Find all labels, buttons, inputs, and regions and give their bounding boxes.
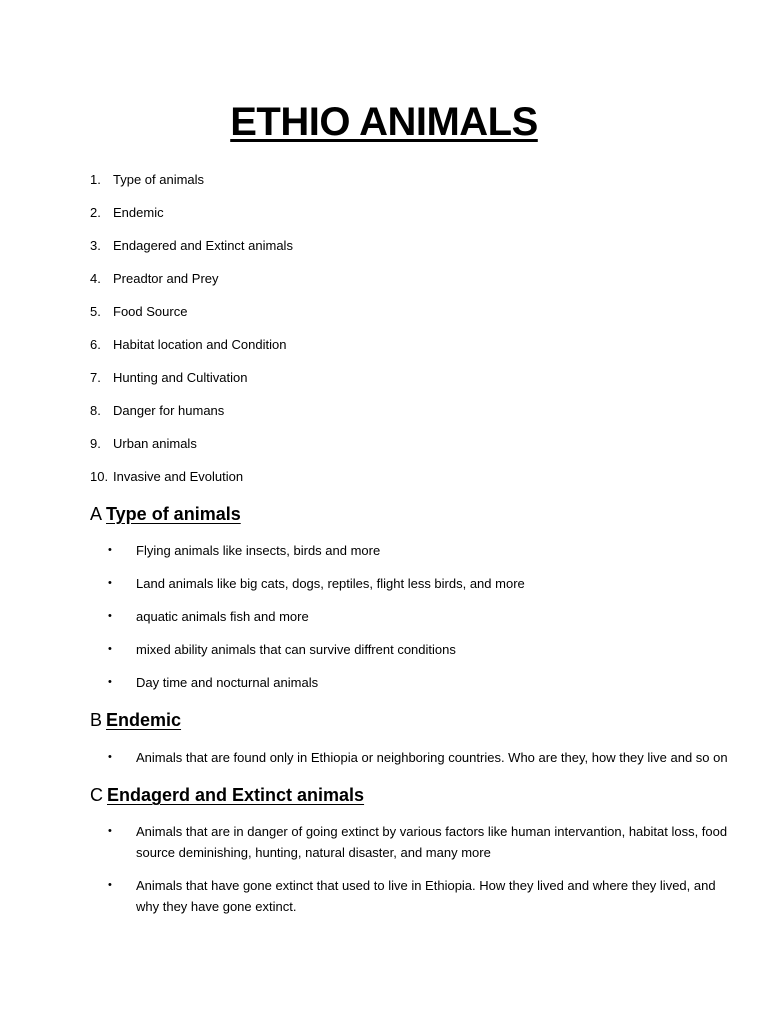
bullet-icon: • bbox=[108, 825, 112, 837]
section-title: Type of animals bbox=[106, 504, 241, 524]
bullet-item bbox=[108, 573, 738, 594]
topic-text: Food Source bbox=[113, 304, 188, 319]
section-title: Endagerd and Extinct animals bbox=[107, 785, 365, 805]
bullet-icon: • bbox=[108, 676, 112, 688]
topic-item bbox=[90, 170, 293, 203]
bullet-item bbox=[108, 747, 738, 768]
topic-text: Invasive and Evolution bbox=[113, 469, 244, 484]
topic-text: Endemic bbox=[113, 205, 164, 220]
topic-text: Urban animals bbox=[113, 436, 197, 451]
topic-text: Endagered and Extinct animals bbox=[113, 238, 293, 253]
section-title: Endemic bbox=[106, 710, 182, 730]
bullet-item bbox=[108, 875, 738, 917]
section-c-heading bbox=[90, 783, 364, 807]
bullet-text: Animals that have gone extinct that used to live in Ethiopia. How they lived and where they lived, and why they have gone extinct. bbox=[136, 878, 716, 914]
bullet-icon: • bbox=[108, 577, 112, 589]
topic-item bbox=[90, 269, 293, 302]
topic-number: 7. bbox=[90, 370, 101, 385]
topic-number: 9. bbox=[90, 436, 101, 451]
topic-item bbox=[90, 302, 293, 335]
bullet-item bbox=[108, 606, 738, 627]
topic-number: 3. bbox=[90, 238, 101, 253]
topic-number: 8. bbox=[90, 403, 101, 418]
topic-text: Danger for humans bbox=[113, 403, 225, 418]
topic-item bbox=[90, 236, 293, 269]
topic-item bbox=[90, 467, 293, 500]
section-b-heading bbox=[90, 708, 181, 732]
bullet-text: Animals that are in danger of going extinct by various factors like human intervantion, habitat loss, food source deminishing, hunting, natural disaster, and many more bbox=[136, 824, 728, 860]
topic-text: Hunting and Cultivation bbox=[113, 370, 248, 385]
topic-text: Preadtor and Prey bbox=[113, 271, 219, 286]
topic-list bbox=[90, 170, 293, 500]
topic-number: 6. bbox=[90, 337, 101, 352]
topic-number: 2. bbox=[90, 205, 101, 220]
section-a-heading bbox=[90, 502, 241, 526]
topic-item bbox=[90, 203, 293, 236]
bullet-text: mixed ability animals that can survive diffrent conditions bbox=[136, 642, 456, 657]
section-c-bullets bbox=[108, 821, 738, 929]
topic-text: Type of animals bbox=[113, 172, 205, 187]
bullet-icon: • bbox=[108, 643, 112, 655]
bullet-text: Day time and nocturnal animals bbox=[136, 675, 319, 690]
topic-item bbox=[90, 401, 293, 434]
topic-item bbox=[90, 368, 293, 401]
document-title: ETHIO ANIMALS bbox=[230, 100, 538, 144]
bullet-item bbox=[108, 639, 738, 660]
section-letter: A bbox=[90, 504, 103, 524]
bullet-icon: • bbox=[108, 879, 112, 891]
bullet-text: Land animals like big cats, dogs, reptiles, flight less birds, and more bbox=[136, 576, 525, 591]
bullet-item bbox=[108, 821, 738, 863]
bullet-item bbox=[108, 540, 738, 561]
topic-text: Habitat location and Condition bbox=[113, 337, 287, 352]
bullet-icon: • bbox=[108, 751, 112, 763]
section-b-bullets bbox=[108, 747, 738, 780]
topic-number: 4. bbox=[90, 271, 101, 286]
topic-number: 5. bbox=[90, 304, 101, 319]
bullet-text: Animals that are found only in Ethiopia or neighboring countries. Who are they, how they live and so on bbox=[136, 750, 728, 765]
topic-number: 1. bbox=[90, 172, 101, 187]
bullet-icon: • bbox=[108, 610, 112, 622]
bullet-text: Flying animals like insects, birds and more bbox=[136, 543, 381, 558]
bullet-item bbox=[108, 672, 738, 693]
bullet-text: aquatic animals fish and more bbox=[136, 609, 309, 624]
topic-item bbox=[90, 335, 293, 368]
section-letter: B bbox=[90, 710, 103, 730]
topic-number: 10. bbox=[90, 469, 109, 484]
section-a-bullets bbox=[108, 540, 738, 705]
bullet-icon: • bbox=[108, 544, 112, 556]
section-letter: C bbox=[90, 785, 103, 805]
topic-item bbox=[90, 434, 293, 467]
